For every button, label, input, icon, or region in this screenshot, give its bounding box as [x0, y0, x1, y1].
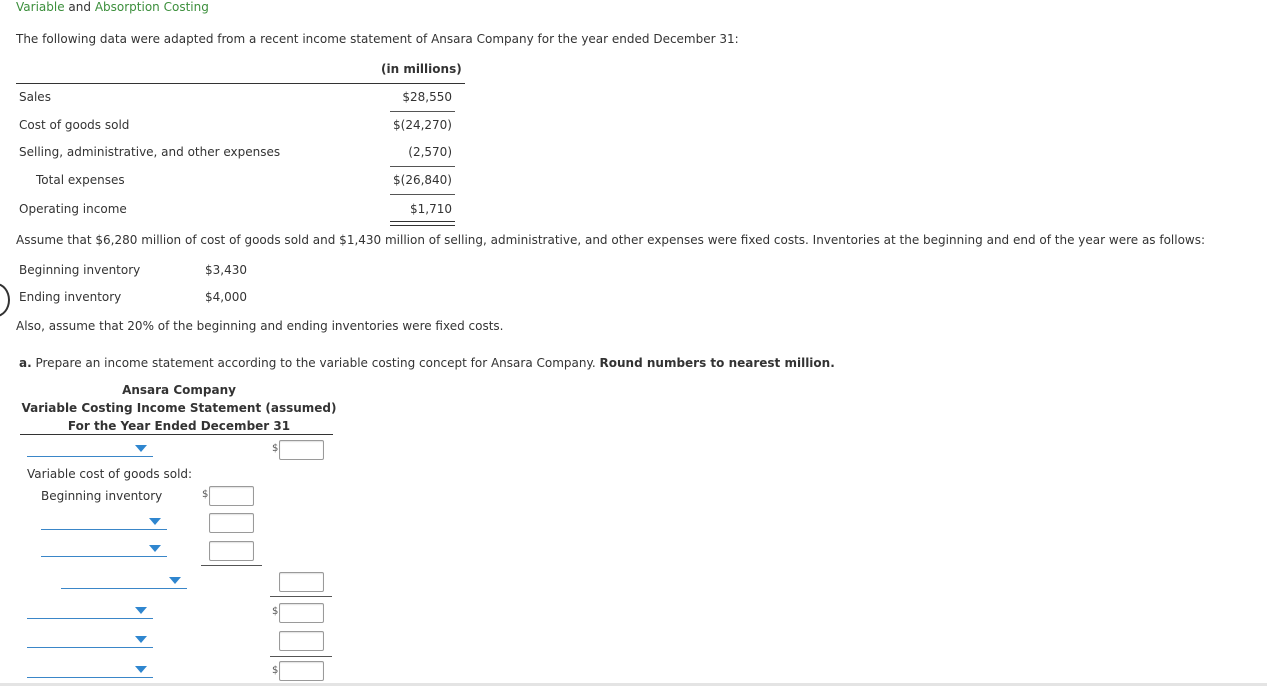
rule [390, 194, 455, 195]
heading-word-variable: Variable [16, 0, 65, 14]
line-item-dropdown-2[interactable] [41, 513, 167, 530]
fixed-costs-note: Also, assume that 20% of the beginning and ending inventories were fixed costs. [16, 319, 504, 333]
chevron-down-icon [149, 545, 161, 552]
heading-word-absorption: Absorption Costing [94, 0, 209, 14]
page-heading [16, 0, 209, 14]
statement-period: For the Year Ended December 31 [67, 419, 291, 433]
line-item-dropdown-5[interactable] [27, 602, 153, 619]
dollar-sign: $ [272, 665, 279, 676]
amount-input-1[interactable] [279, 440, 324, 460]
row-label-selling: Selling, administrative, and other expenses [19, 145, 281, 159]
row-label-operating-income: Operating income [19, 202, 127, 216]
amount-input-3[interactable] [209, 541, 254, 561]
amount-input-2[interactable] [209, 513, 254, 533]
chevron-down-icon [135, 666, 147, 673]
question-text: Prepare an income statement according to the variable costing concept for Ansara Company. [35, 356, 596, 370]
row-label-total-expenses: Total expenses [36, 173, 125, 187]
dollar-sign: $ [272, 443, 279, 454]
row-value-total-expenses: $(26,840) [393, 173, 452, 187]
rule [390, 166, 455, 167]
side-tab-handle[interactable] [0, 283, 10, 317]
chevron-down-icon [135, 607, 147, 614]
inventory-value-ending: $4,000 [205, 290, 247, 304]
question-letter: a. [19, 356, 32, 370]
dollar-sign: $ [202, 489, 209, 500]
row-value-selling: (2,570) [408, 145, 452, 159]
question-prompt [19, 356, 835, 370]
assumption-text: Assume that $6,280 million of cost of goods sold and $1,430 million of selling, administrative, and other expenses were fixed costs. Inventories at the beginning and end of the year were as follows: [16, 233, 1206, 247]
beginning-inventory-label: Beginning inventory [41, 489, 163, 503]
row-value-cogs: $(24,270) [393, 118, 452, 132]
chevron-down-icon [149, 518, 161, 525]
dollar-sign: $ [272, 606, 279, 617]
amount-input-5[interactable] [279, 603, 324, 623]
line-item-dropdown-6[interactable] [27, 631, 153, 648]
chevron-down-icon [135, 636, 147, 643]
heading-word-and: and [68, 0, 91, 14]
section-label-variable-cogs: Variable cost of goods sold: [27, 467, 193, 481]
double-rule [390, 221, 455, 226]
row-value-operating-income: $1,710 [410, 202, 452, 216]
column-header: (in millions) [381, 62, 462, 76]
statement-title: Variable Costing Income Statement (assumed) [21, 401, 337, 415]
subtotal-rule [270, 596, 332, 597]
table-top-rule [16, 83, 465, 84]
subtotal-rule [270, 656, 332, 657]
rule [390, 111, 455, 112]
amount-input-6[interactable] [279, 631, 324, 651]
row-label-cogs: Cost of goods sold [19, 118, 130, 132]
question-bold-text: Round numbers to nearest million. [599, 356, 835, 370]
statement-company: Ansara Company [122, 383, 236, 397]
row-value-sales: $28,550 [402, 90, 452, 104]
inventory-label-beginning: Beginning inventory [19, 263, 141, 277]
chevron-down-icon [169, 577, 181, 584]
intro-text: The following data were adapted from a recent income statement of Ansara Company for the year ended December 31: [16, 32, 739, 46]
amount-input-7[interactable] [279, 661, 324, 681]
line-item-dropdown-4[interactable] [61, 572, 187, 589]
line-item-dropdown-1[interactable] [27, 440, 153, 457]
inventory-label-ending: Ending inventory [19, 290, 122, 304]
statement-heading-rule [20, 434, 333, 435]
line-item-dropdown-7[interactable] [27, 661, 153, 678]
inventory-value-beginning: $3,430 [205, 263, 247, 277]
subtotal-rule [201, 565, 262, 566]
amount-input-4[interactable] [279, 572, 324, 592]
chevron-down-icon [135, 445, 147, 452]
beginning-inventory-input[interactable] [209, 486, 254, 506]
row-label-sales: Sales [19, 90, 51, 104]
line-item-dropdown-3[interactable] [41, 540, 167, 557]
